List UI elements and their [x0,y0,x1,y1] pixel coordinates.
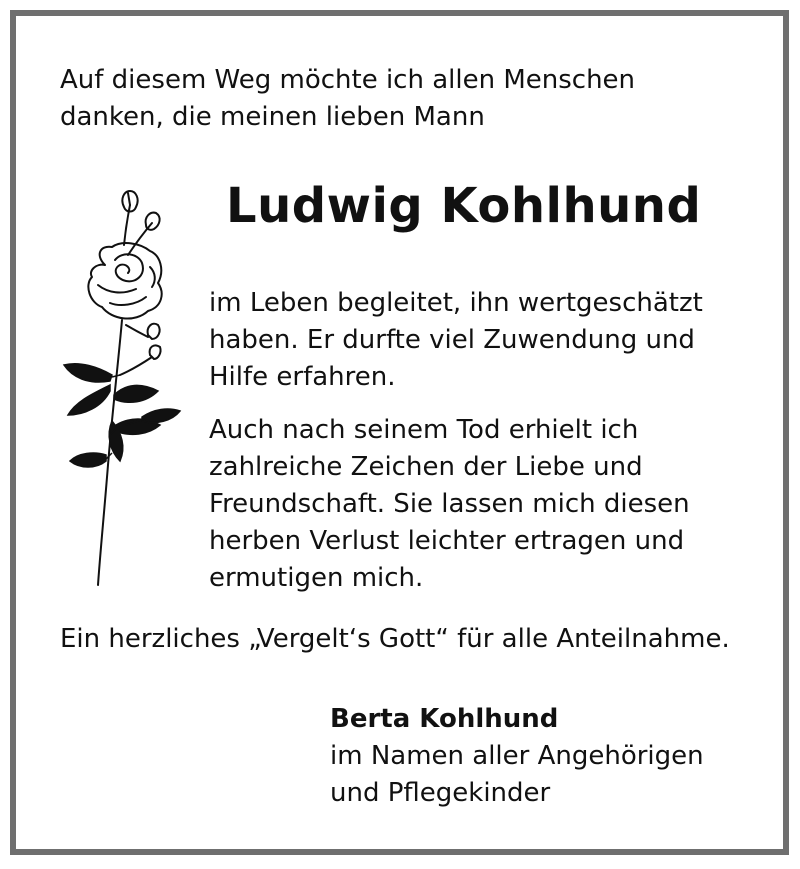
paragraph-line: Hilfe erfahren. [209,362,396,392]
signature-line: und Pflegekinder [330,778,551,808]
paragraph-line: haben. Er durfte viel Zuwendung und [209,325,695,355]
paragraph-line: Freundschaft. Sie lassen mich diesen [209,489,690,519]
paragraph-1 [209,285,703,396]
paragraph-2 [209,412,690,597]
paragraph-line: Auch nach seinem Tod erhielt ich [209,415,639,445]
signer-name: Berta Kohlhund [330,704,559,734]
rose-illustration [50,185,185,590]
paragraph-line: herben Verlust leichter ertragen und [209,526,685,556]
paragraph-line: ermutigen mich. [209,563,424,593]
deceased-name: Ludwig Kohlhund [226,178,702,234]
intro-text [60,62,635,136]
intro-line: danken, die meinen lieben Mann [60,102,485,132]
paragraph-line: zahlreiche Zeichen der Liebe und [209,452,643,482]
signature-block [330,701,704,812]
closing-thanks: Ein herzliches „Vergelt‘s Gott“ für alle Anteilnahme. [60,624,730,654]
paragraph-line: im Leben begleitet, ihn wertgeschätzt [209,288,703,318]
signature-line: im Namen aller Angehörigen [330,741,704,771]
intro-line: Auf diesem Weg möchte ich allen Menschen [60,65,636,95]
